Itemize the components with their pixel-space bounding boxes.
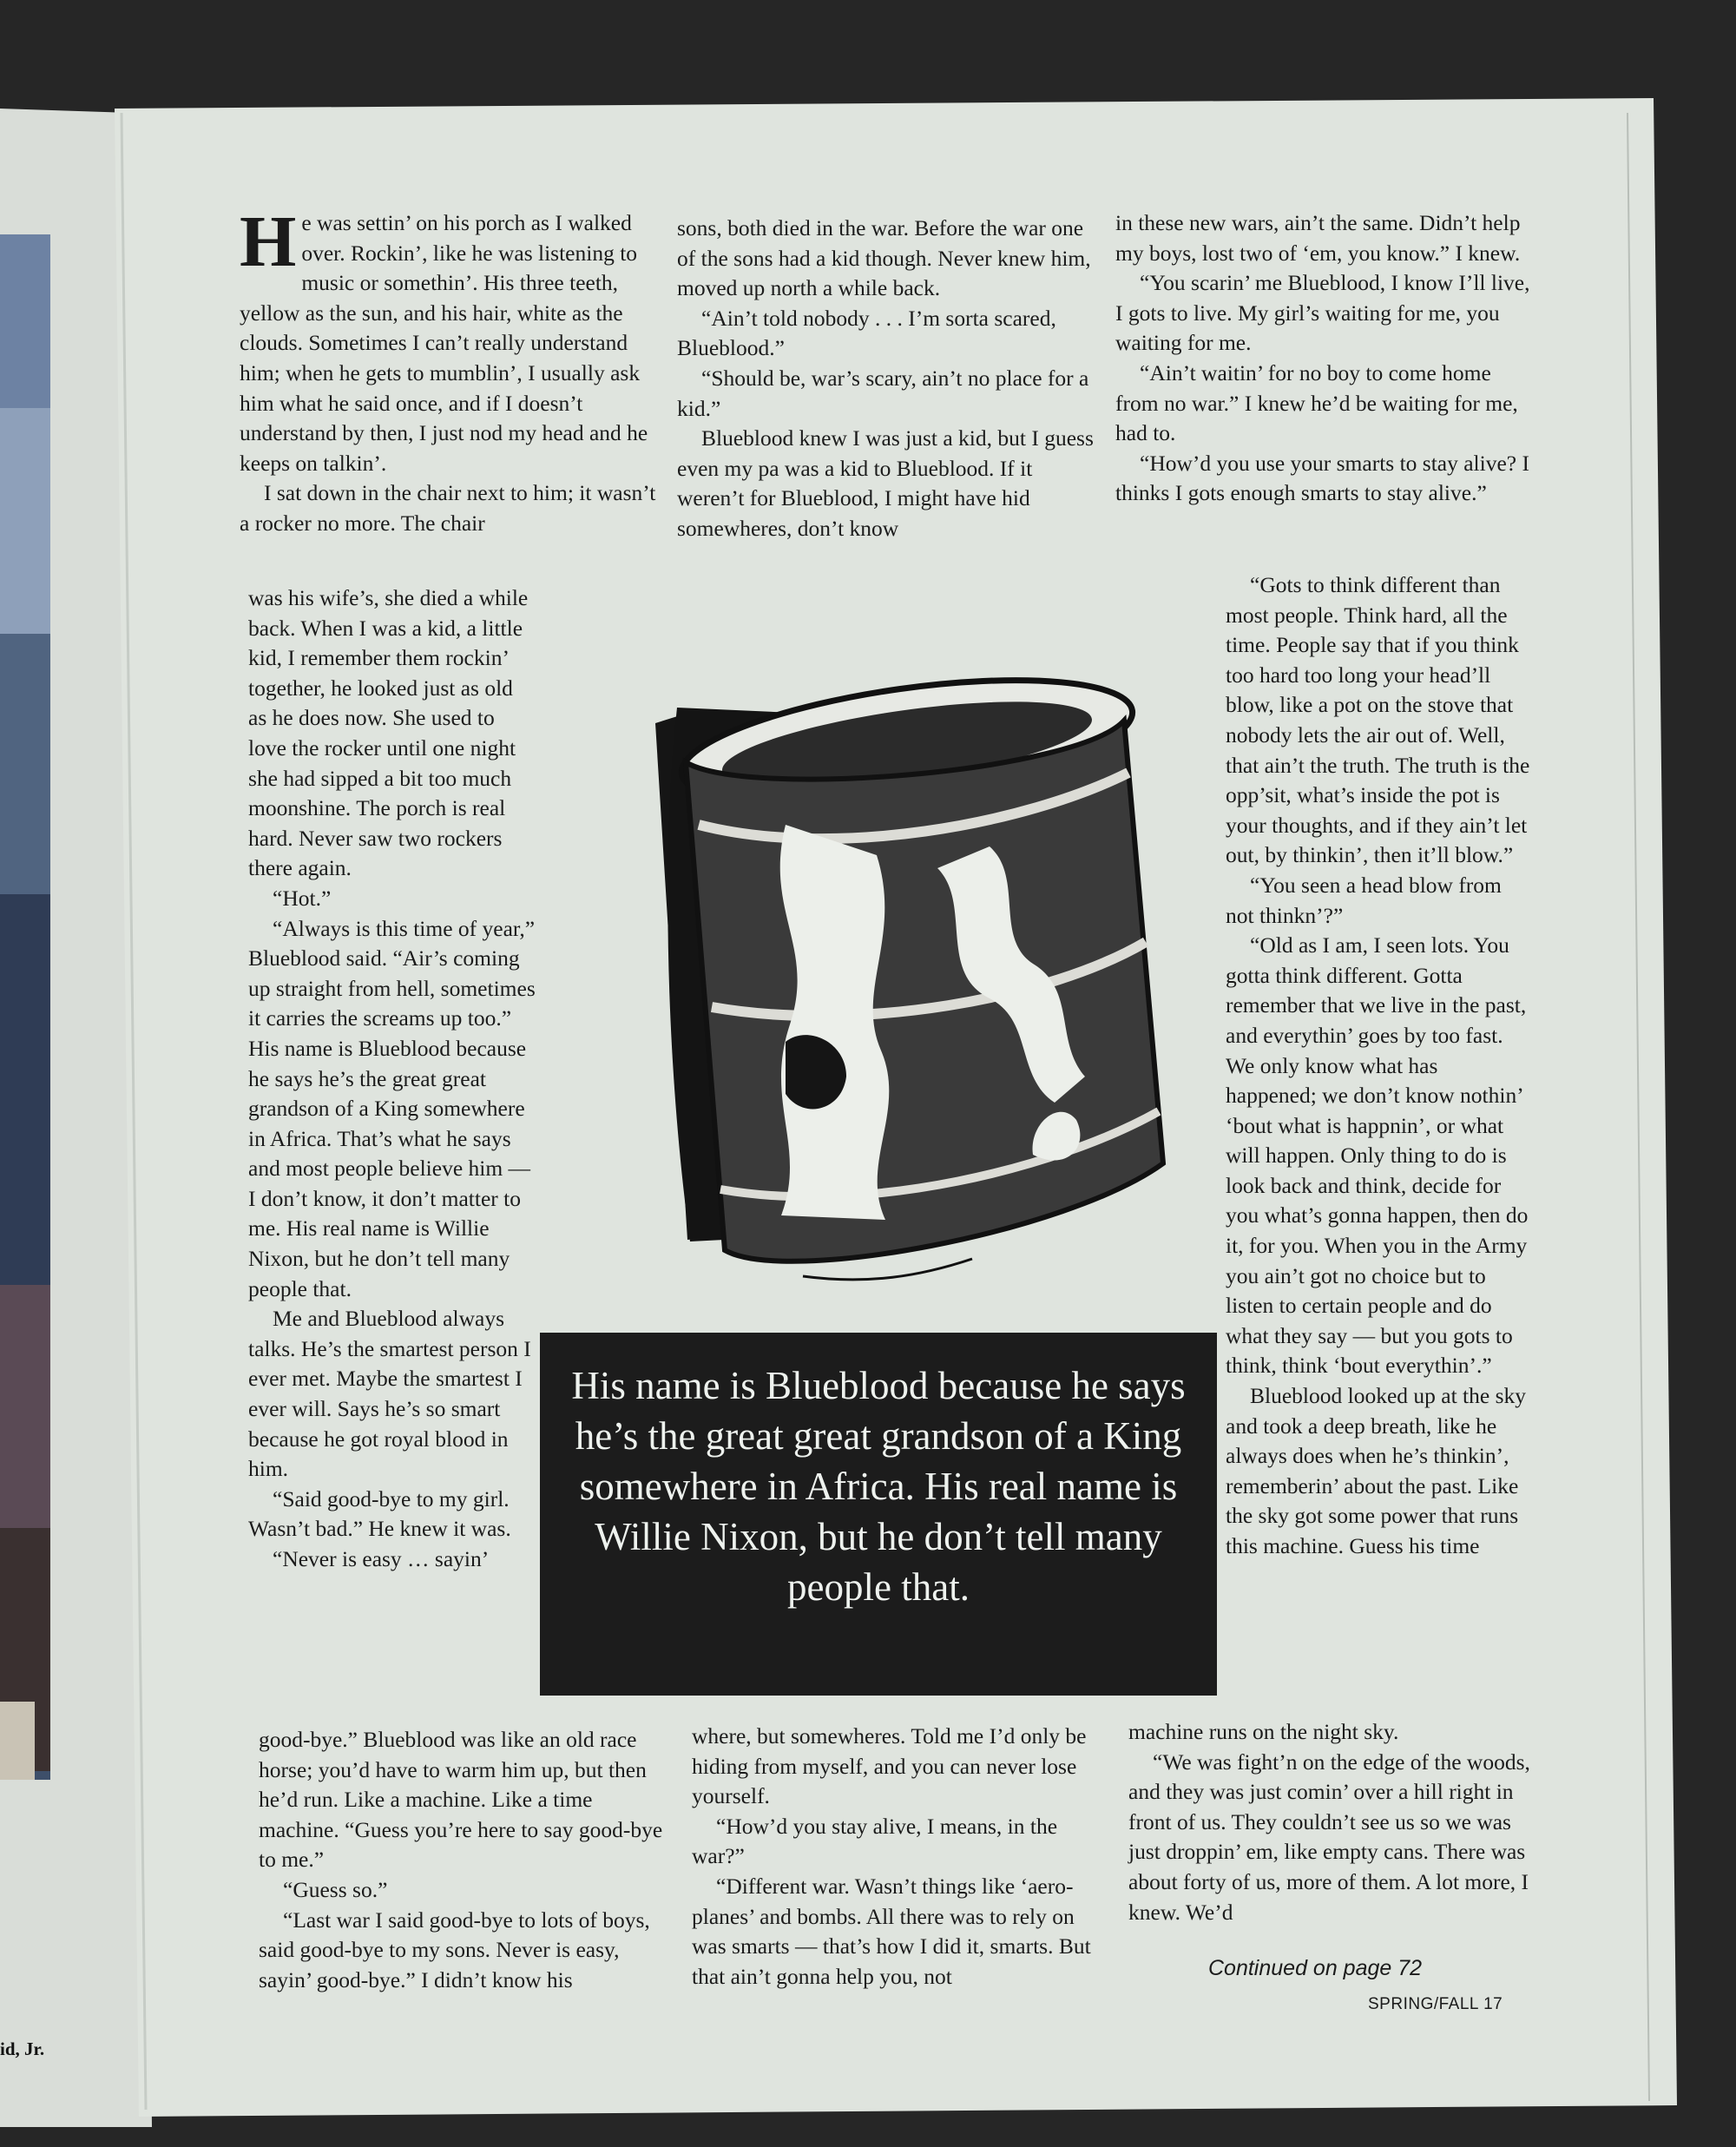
story-paragraph: “Guess so.” (283, 1876, 388, 1902)
pull-quote-box (540, 1333, 1217, 1696)
story-paragraph: “How’d you stay alive, I means, in the war?” (692, 1813, 1058, 1869)
story-paragraph: “How’d you use your smarts to stay alive? I thinks I gots enough smarts to stay alive.” (1115, 450, 1529, 506)
column-3-top (1115, 208, 1534, 509)
story-paragraph: in these new wars, ain’t the same. Didn’t help my boys, lost two of ‘em, you know.” I knew. (1115, 210, 1521, 266)
story-paragraph: “Ain’t waitin’ for no boy to come home from no war.” I knew he’d be waiting for me, had to. (1115, 359, 1518, 446)
pull-quote-text: His name is Blueblood because he says he’s the great great grandson of a King somewhere in Africa. His real name is Willie Nixon, but he don’t tell many people that. (571, 1364, 1186, 1609)
story-paragraph: “Old as I am, I seen lots. You gotta think different. Gotta remember that we live in the past, and everythin’ goes by too fast. We only know what has happened; we don’t know nothin’ ‘bout what is happnin’, or what will happen. Only thing to do is look back and think, decide for you what’s gonna happen, then do it, for you. When you in the Army you ain’t got no choice but to listen to certain people and do what they say — but you gots to think, think ‘bout everythin’.” (1226, 932, 1529, 1379)
story-paragraph: sons, both died in the war. Before the war one of the sons had a kid though. Never knew him, moved up north a while back. (677, 215, 1091, 301)
story-paragraph: where, but somewheres. Told me I’d only be hiding from myself, and you can never lose yourself. (692, 1723, 1087, 1809)
story-paragraph: “Should be, war’s scary, ain’t no place for a kid.” (677, 365, 1089, 421)
story-paragraph: “Never is easy … sayin’ (273, 1546, 490, 1571)
story-text: e was settin’ on his porch as I walked over. Rockin’, like he was listening to music or somethin’. His three teeth, yellow as the sun, and his hair, white as the clouds. Sometimes I can’t really understand him; when he gets to mumblin’, I usually ask him what he said once, and if I doesn’t understand by then, I just nod my head and he keeps on talkin’. (240, 210, 648, 476)
story-paragraph: “Hot.” (273, 885, 332, 911)
story-paragraph: machine runs on the night sky. (1128, 1719, 1399, 1744)
story-paragraph: “We was fight’n on the edge of the woods, and they was just comin’ over a hill right in front of us. They couldn’t see us so we was just droppin’ em, like empty cans. There was about forty of us, more of them. A lot more, I knew. We’d (1128, 1749, 1530, 1925)
column-3-bottom (1128, 1717, 1547, 1927)
column-2-top (677, 214, 1095, 544)
column-1-bottom (259, 1725, 667, 1995)
story-paragraph: “Ain’t told nobody . . . I’m sorta scared, Blueblood.” (677, 305, 1056, 361)
column-3-narrow (1226, 570, 1531, 1562)
drop-cap: H (240, 201, 297, 282)
story-opening-paragraph (240, 201, 663, 478)
story-paragraph: “Said good-bye to my girl. Wasn’t bad.” He knew it was. (248, 1485, 511, 1542)
page-folio: SPRING/FALL 17 (1368, 1995, 1503, 2013)
story-paragraph: good-bye.” Blueblood was like an old race horse; you’d have to warm him up, but then he’d run. Like a machine. Like a time machine. “Guess you’re here to say good-bye to me.” (259, 1727, 663, 1873)
column-1-narrow (248, 583, 536, 1575)
story-paragraph: “Always is this time of year,” Blueblood said. “Air’s coming up straight from hell, sometimes it carries the screams up too.” His name is Blueblood because he says he’s the great great grandson of a King somewhere in Africa. That’s what he says and most people believe him — I don’t know, it don’t matter to me. His real name is Willie Nixon, but he don’t tell many people that. (248, 915, 536, 1301)
story-paragraph: “Different war. Wasn’t things like ‘aero-planes’ and bombs. All there was to rely on was smarts — that’s how I did it, smarts. But that ain’t gonna help you, not (692, 1873, 1091, 1989)
column-1-top (240, 201, 663, 539)
continued-note: Continued on page 72 (1208, 1956, 1423, 1980)
story-paragraph: “Last war I said good-bye to lots of boys, said good-bye to my sons. Never is easy, sayin’ good-bye.” I didn’t know his (259, 1907, 650, 1992)
story-paragraph: “You scarin’ me Blueblood, I know I’ll live, I gots to live. My girl’s waiting for me, you waiting for me. (1115, 270, 1530, 356)
story-paragraph: “You seen a head blow from not thinkn’?” (1226, 872, 1502, 928)
story-paragraph: Me and Blueblood always talks. He’s the smartest person I ever met. Maybe the smartest I ever will. Says he’s so smart because he got royal blood in him. (248, 1306, 531, 1482)
story-paragraph: Blueblood looked up at the sky and took a deep breath, like he always does when he’s thinkin’, rememberin’ about the past. Like the sky got some power that runs this machine. Guess his time (1226, 1383, 1527, 1558)
story-paragraph: was his wife’s, she died a while back. When I was a kid, a little kid, I remember them rockin’ together, he looked just as old as he does now. She used to love the rocker until one night she had sipped a bit too much moonshine. The porch is real hard. Never saw two rockers there again. (248, 585, 529, 881)
story-paragraph: Blueblood knew I was just a kid, but I guess even my pa was a kid to Blueblood. If it weren’t for Blueblood, I might have hid somewheres, don’t know (677, 425, 1094, 541)
column-2-bottom (692, 1722, 1107, 1992)
photo-credit: id, Jr. (0, 2038, 45, 2059)
story-paragraph: I sat down in the chair next to him; it wasn’t a rocker no more. The chair (240, 480, 656, 536)
barrel-illustration (655, 657, 1163, 1280)
story-paragraph: “Gots to think different than most people. Think hard, all the time. People say that if you think too hard too long your head’ll blow, like a pot on the stove that nobody lets the air out of. Well, that ain’t the truth. The truth is the opp’sit, what’s inside the pot is your thoughts, and if they ain’t let out, by thinkin’, then it’ll blow.” (1226, 572, 1530, 868)
